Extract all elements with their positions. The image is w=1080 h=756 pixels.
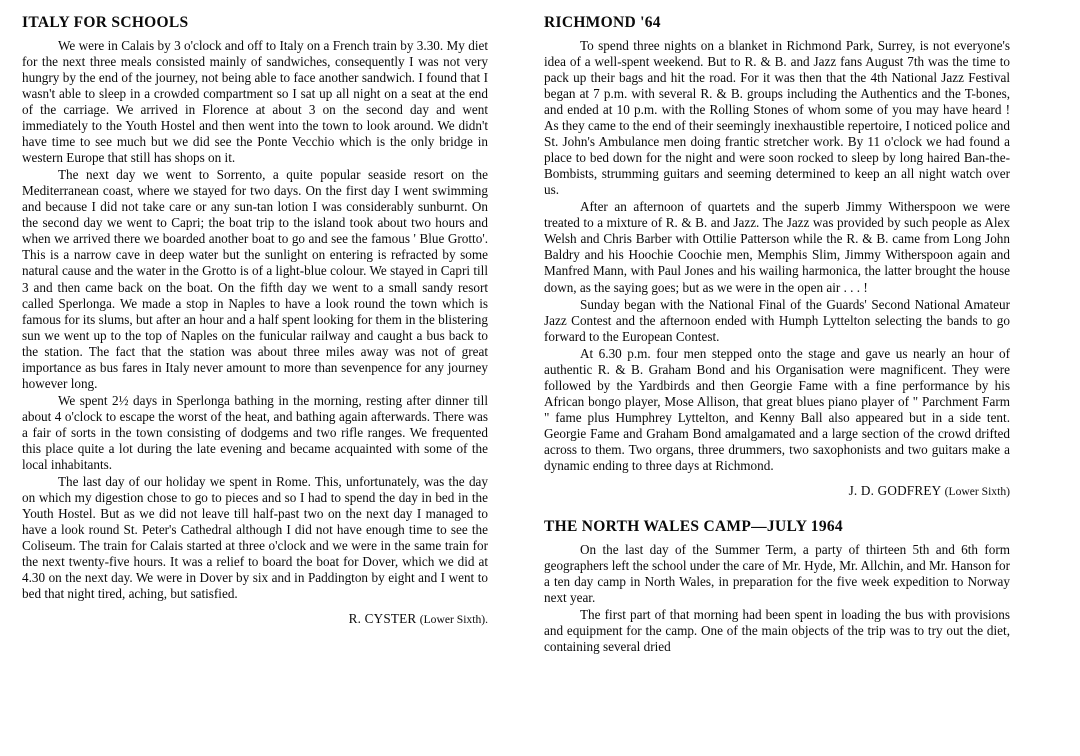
article-paragraph: The first part of that morning had been spent in loading the bus with provisions and equipment for the camp. One of the main objects of the trip was to try out the diet, containing several dried bbox=[544, 606, 1010, 655]
article-paragraph: To spend three nights on a blanket in Richmond Park, Surrey, is not everyone's idea of a well-spent weekend. But to R. & B. and Jazz fans August 7th was the time to pack up their bags and hit the road. For it was then that the 4th National Jazz Festival began at 7 p.m. with several R. & B. groups including the Authentics and the T-bones, and ended at 10 p.m. with the Rolling Stones of whom some of you may have heard ! As they came to the end of their seemingly inexhaustible repertoire, I noticed police and St. John's Ambulance men doing frantic stretcher work. By 11 o'clock we had found a place to bed down for the night and were soon rocked to sleep by long haired Ban-the-Bombists, strumming guitars and seeming determined to keep an all night watch over us. bbox=[544, 38, 1010, 198]
byline-author: J. D. GODFREY bbox=[848, 482, 942, 498]
article-paragraph: Sunday began with the National Final of the Guards' Second National Amateur Jazz Contest and the afternoon ended with Humph Lyttelton selecting the bands to go forward to the European Contest. bbox=[544, 296, 1010, 344]
byline-author: R. CYSTER bbox=[348, 611, 417, 627]
article-paragraph: We were in Calais by 3 o'clock and off to Italy on a French train by 3.30. My diet for the next three meals consisted mainly of sandwiches, consequently I was not very hungry by the end of the journey, not being able to face another sandwich. I found that I wasn't able to sleep in a crowded compartment so I sat up all night on a seat at the end of the carriage. We arrived in Florence at about 3 on the second day and went immediately to the Youth Hostel and then went into the town to look around. We didn't have time to see much but we did see the Ponte Vecchio which is the only bridge in western Europe that still has shops on it. bbox=[22, 38, 488, 166]
article-north-wales-camp bbox=[544, 518, 1010, 655]
right-column bbox=[544, 14, 1010, 655]
article-paragraph: The last day of our holiday we spent in Rome. This, unfortunately, was the day on which my digestion chose to go to pieces and so I had to spend the day in bed in the Youth Hostel. But as we did not leave till half-past two on the next day I managed to have a look round St. Peter's Cathedral although I did not have enough time to see the Coliseum. The train for Calais started at three o'clock and we were in the same train for the next twenty-five hours. It was a relief to board the boat for Dover, which we did at 4.30 on the next day. We were in Dover by six and in Paddington by eight and I went to bed that night tired, aching, but satisfied. bbox=[22, 473, 488, 602]
byline-affiliation: (Lower Sixth) bbox=[944, 484, 1010, 498]
article-title: RICHMOND '64 bbox=[544, 14, 661, 31]
two-column-layout bbox=[22, 14, 1058, 655]
article-title: THE NORTH WALES CAMP—JULY 1964 bbox=[544, 517, 843, 535]
byline-affiliation: (Lower Sixth). bbox=[419, 613, 488, 627]
article-paragraph: We spent 2½ days in Sperlonga bathing in the morning, resting after dinner till about 4 o'clock to escape the worst of the heat, and bathing again afterwards. There was a fair of sorts in the town consisting of dodgems and two rifle ranges. We frequented this place quite a lot during the late evening and became acquainted with some of the local inhabitants. bbox=[22, 392, 488, 472]
article-paragraph: After an afternoon of quartets and the superb Jimmy Witherspoon we were treated to a mixture of R. & B. and Jazz. The Jazz was provided by such people as Alex Welsh and Chris Barber with Ottilie Patterson while the R. & B. came from Long John Baldry and his Hoochie Coochie men, Memphis Slim, Jimmy Witherspoon again and Manfred Mann, with Paul Jones and his wailing harmonica, the latter brought the house down, as the saying goes; but as we were in the open air . . . ! bbox=[544, 199, 1010, 295]
article-richmond-64 bbox=[544, 14, 1010, 499]
article-paragraph: The next day we went to Sorrento, a quite popular seaside resort on the Mediterranean coast, where we stayed for two days. On the first day I went swimming and because I did not take care or any sun-tan lotion I was considerably sunburnt. On the second day we went to Capri; the boat trip to the island took about two hours and when we arrived there we boarded another boat to go and see the famous ' Blue Grotto'. This is a narrow cave in deep water but the sunlight on entering is refracted by some natural cause and the water in the Grotto is of a light-blue colour. We stayed in Capri till 3 and then came back on the boat. On the fifth day we went to a small sandy resort called Sperlonga. We made a stop in Naples to have a look round the town which is famous for its slums, but after an hour and a half spent looking for them in the blistering sun we went up to the top of Naples on the funicular railway and caught a bus back to the station. The fact that the station was about three miles away was not of great importance as bus fares in Italy never amount to more than sevenpence for any journey however long. bbox=[22, 167, 488, 391]
left-column bbox=[22, 14, 488, 627]
article-paragraph: At 6.30 p.m. four men stepped onto the stage and gave us nearly an hour of authentic R. & B. Graham Bond and his Organisation were magnificent. They were followed by the Yardbirds and then Georgie Fame with a fine performance by his African bongo player, Mose Allison, that great blues piano player of " Parchment Farm " fame plus Humphrey Lyttelton, and Kenny Ball also appeared but in a side tent. Georgie Fame and Graham Bond amalgamated and a large section of the crowd drifted across to them. Two organs, three drummers, two saxophonists and two guitars make a dynamic ending to three days at Richmond. bbox=[544, 345, 1010, 473]
article-byline bbox=[544, 483, 1010, 499]
article-paragraph: On the last day of the Summer Term, a party of thirteen 5th and 6th form geographers left the school under the care of Mr. Hyde, Mr. Allchin, and Mr. Hanson for a ten day camp in North Wales, in preparation for the five week expedition to Norway next year. bbox=[544, 541, 1010, 605]
article-title: ITALY FOR SCHOOLS bbox=[22, 14, 189, 31]
article-byline bbox=[22, 611, 488, 627]
article-italy-for-schools bbox=[22, 14, 488, 627]
